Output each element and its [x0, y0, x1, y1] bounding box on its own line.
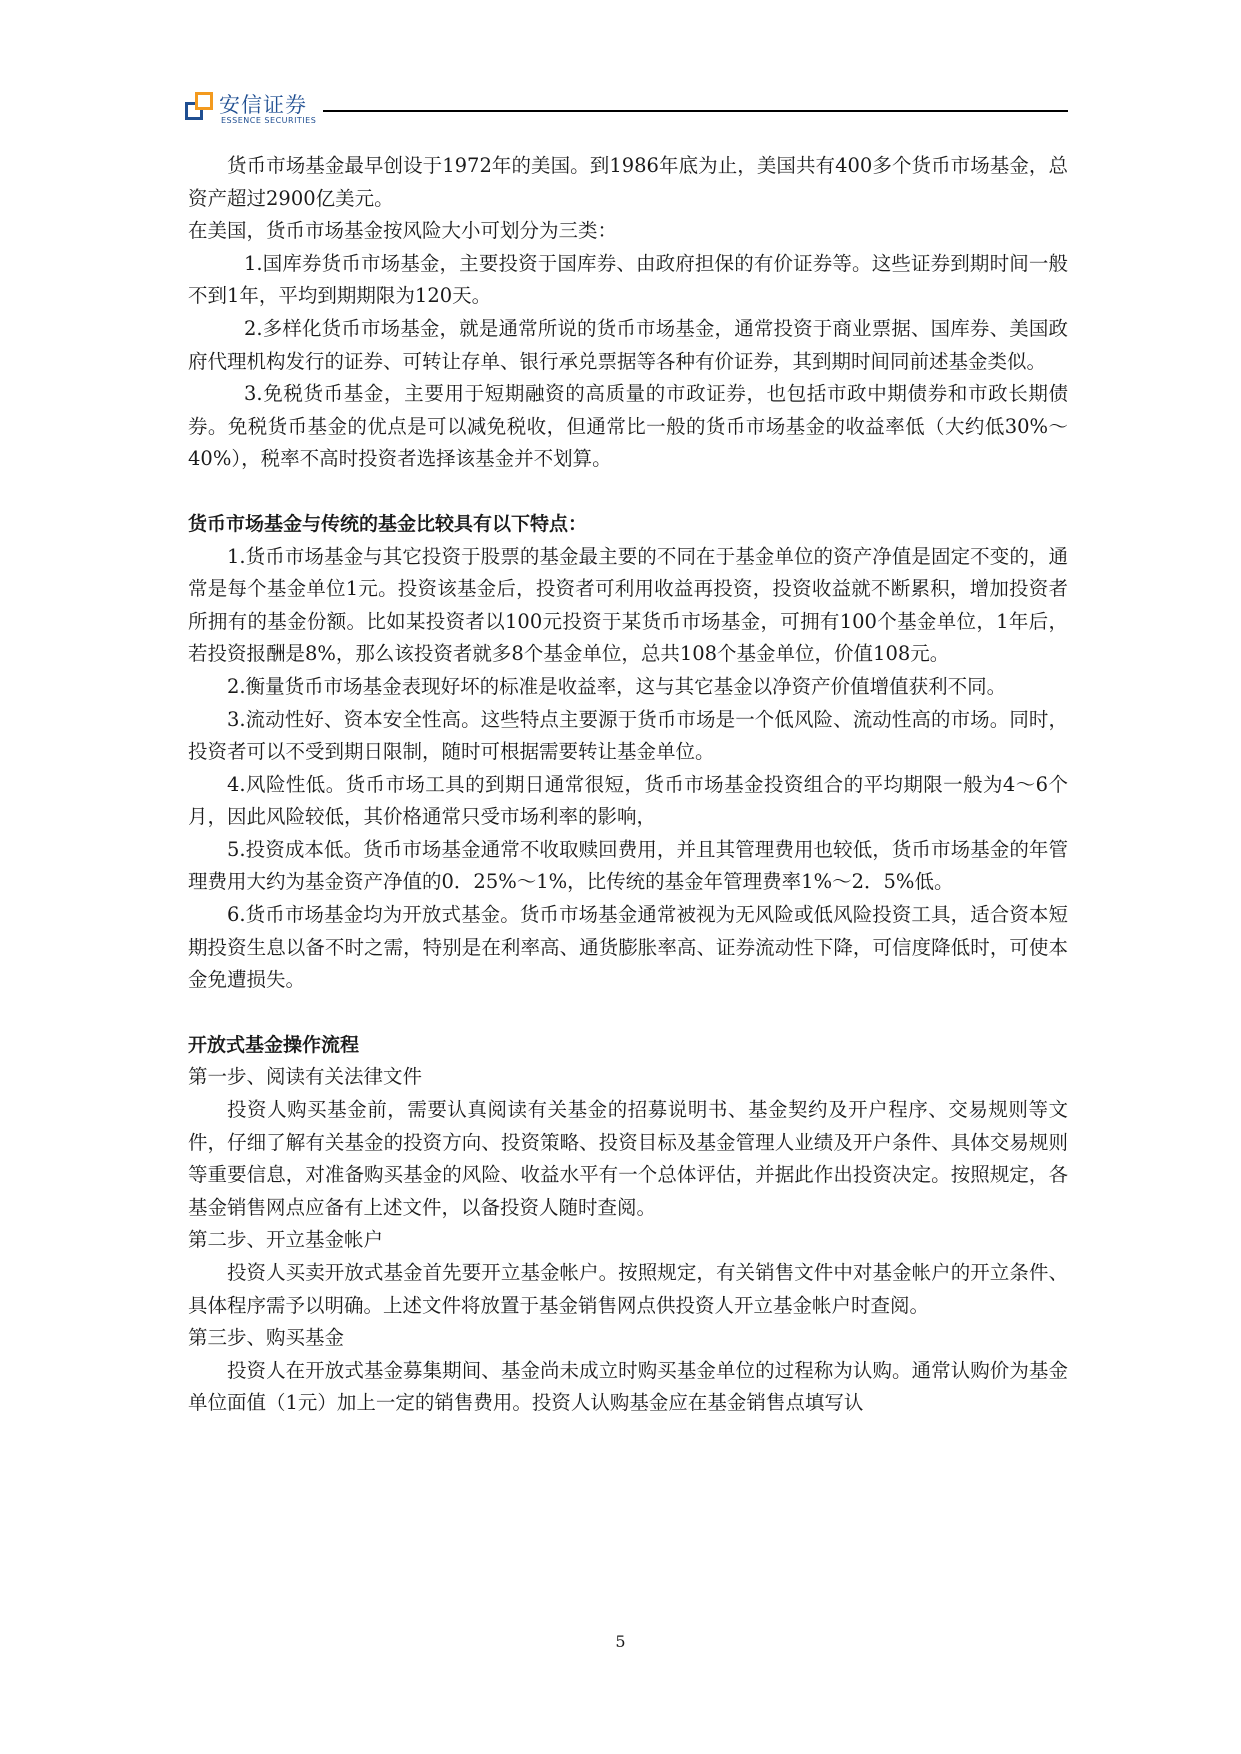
document-body — [188, 150, 1068, 1420]
intro-paragraph-2: 在美国，货币市场基金按风险大小可划分为三类： — [188, 219, 618, 243]
spacer — [188, 476, 1068, 508]
step-3-title: 第三步、购买基金 — [188, 1326, 345, 1350]
feature-6: 6.货币市场基金均为开放式基金。货币市场基金通常被视为无风险或低风险投资工具，适合资本短期投资生息以备不时之需，特别是在利率高、通货膨胀率高、证券流动性下降，可信度降低时，可使本金免遭损失。 — [188, 903, 1068, 992]
page-number: 5 — [615, 1632, 626, 1651]
step-3-text: 投资人在开放式基金募集期间、基金尚未成立时购买基金单位的过程称为认购。通常认购价为基金单位面值（1元）加上一定的销售费用。投资人认购基金应在基金销售点填写认 — [188, 1358, 1068, 1415]
step-1-text: 投资人购买基金前，需要认真阅读有关基金的招募说明书、基金契约及开户程序、交易规则等文件，仔细了解有关基金的投资方向、投资策略、投资目标及基金管理人业绩及开户条件、具体交易规则等重要信息，对准备购买基金的风险、收益水平有一个总体评估，并据此作出投资决定。按照规定，各基金销售网点应备有上述文件，以备投资人随时查阅。 — [188, 1098, 1068, 1219]
fund-type-1: 1.国库券货币市场基金，主要投资于国库券、由政府担保的有价证券等。这些证券到期时间一般不到1年，平均到期期限为120天。 — [188, 251, 1068, 308]
spacer — [188, 997, 1068, 1029]
logo-text-en: ESSENCE SECURITIES — [221, 116, 317, 125]
section-heading-features: 货币市场基金与传统的基金比较具有以下特点： — [188, 512, 588, 535]
intro-paragraph: 货币市场基金最早创设于1972年的美国。到1986年底为止，美国共有400多个货币市场基金，总资产超过2900亿美元。 — [188, 154, 1068, 210]
step-1-title: 第一步、阅读有关法律文件 — [188, 1065, 423, 1089]
page-header — [185, 86, 1065, 136]
step-2-title: 第二步、开立基金帐户 — [188, 1228, 384, 1252]
step-2-text: 投资人买卖开放式基金首先要开立基金帐户。按照规定，有关销售文件中对基金帐户的开立条件、具体程序需予以明确。上述文件将放置于基金销售网点供投资人开立基金帐户时查阅。 — [188, 1261, 1068, 1317]
header-divider — [323, 110, 1068, 112]
feature-1: 1.货币市场基金与其它投资于股票的基金最主要的不同在于基金单位的资产净值是固定不变的，通常是每个基金单位1元。投资该基金后，投资者可利用收益再投资，投资收益就不断累积，增加投资者所拥有的基金份额。比如某投资者以100元投资于某货币市场基金，可拥有100个基金单位，1年后，若投资报酬是8%，那么该投资者就多8个基金单位，总共108个基金单位，价值108元。 — [188, 544, 1068, 666]
feature-5: 5.投资成本低。货币市场基金通常不收取赎回费用，并且其管理费用也较低，货币市场基金的年管理费用大约为基金资产净值的0．25%～1%，比传统的基金年管理费率1%～2．5%低。 — [188, 837, 1068, 894]
feature-3: 3.流动性好、资本安全性高。这些特点主要源于货币市场是一个低风险、流动性高的市场。同时，投资者可以不受到期日限制，随时可根据需要转让基金单位。 — [188, 707, 1068, 764]
feature-2: 2.衡量货币市场基金表现好坏的标准是收益率，这与其它基金以净资产价值增值获利不同。 — [227, 674, 1007, 698]
section-heading-process: 开放式基金操作流程 — [188, 1033, 360, 1056]
fund-type-3: 3.免税货币基金，主要用于短期融资的高质量的市政证券，也包括市政中期债券和市政长期债券。免税货币基金的优点是可以减免税收，但通常比一般的货币市场基金的收益率低（大约低30%～40%），税率不高时投资者选择该基金并不划算。 — [188, 382, 1068, 471]
essence-logo-icon — [185, 92, 213, 120]
fund-type-2: 2.多样化货币市场基金，就是通常所说的货币市场基金，通常投资于商业票据、国库券、美国政府代理机构发行的证券、可转让存单、银行承兑票据等各种有价证券，其到期时间同前述基金类似。 — [188, 316, 1068, 373]
logo-text-cn: 安信证券 — [219, 93, 307, 117]
feature-4: 4.风险性低。货币市场工具的到期日通常很短，货币市场基金投资组合的平均期限一般为4～6个月，因此风险较低，其价格通常只受市场利率的影响， — [188, 772, 1068, 829]
